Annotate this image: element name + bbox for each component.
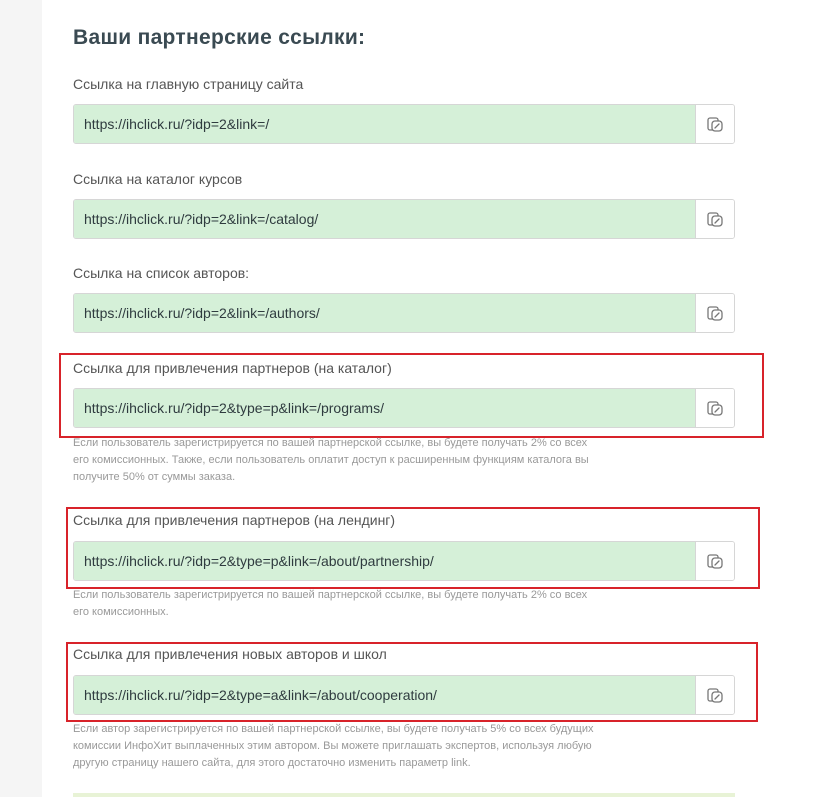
- url-input-authors[interactable]: https://ihclick.ru/?idp=2&link=/authors/: [74, 294, 696, 332]
- copy-button-authors[interactable]: [696, 294, 734, 332]
- url-input-partners-catalog[interactable]: https://ihclick.ru/?idp=2&type=p&link=/programs/: [74, 389, 696, 427]
- copy-button-partners-catalog[interactable]: [696, 389, 734, 427]
- hint-new-authors: [73, 721, 673, 772]
- url-field-authors: [73, 293, 735, 333]
- link-label-partners-landing: Ссылка для привлечения партнеров (на лендинг): [73, 512, 396, 528]
- url-input-catalog[interactable]: https://ihclick.ru/?idp=2&link=/catalog/: [74, 200, 696, 238]
- hint-line: получите 50% от суммы заказа.: [73, 471, 236, 483]
- page-title: Ваши партнерские ссылки:: [73, 26, 366, 49]
- copy-icon: [706, 115, 724, 133]
- hint-line: Если пользователь зарегистрируется по вашей партнерской ссылке, вы будете получать 2% со всех: [73, 589, 588, 601]
- left-margin: [0, 0, 42, 797]
- url-input-home[interactable]: https://ihclick.ru/?idp=2&link=/: [74, 105, 696, 143]
- link-label-authors: Ссылка на список авторов:: [73, 265, 250, 281]
- url-input-partners-landing[interactable]: https://ihclick.ru/?idp=2&type=p&link=/about/partnership/: [74, 542, 696, 580]
- copy-icon: [706, 399, 724, 417]
- url-input-new-authors[interactable]: https://ihclick.ru/?idp=2&type=a&link=/about/cooperation/: [74, 676, 696, 714]
- copy-icon: [706, 210, 724, 228]
- url-field-home: [73, 104, 735, 144]
- hint-line: комиссии ИнфоХит выплаченных этим автором. Вы можете приглашать экспертов, используя любую: [73, 740, 592, 752]
- copy-icon: [706, 686, 724, 704]
- copy-button-new-authors[interactable]: [696, 676, 734, 714]
- link-label-new-authors: Ссылка для привлечения новых авторов и школ: [73, 646, 387, 662]
- hint-partners-catalog: [73, 435, 673, 486]
- hint-line: Если пользователь зарегистрируется по вашей партнерской ссылке, вы будете получать 2% со всех: [73, 437, 588, 449]
- copy-button-home[interactable]: [696, 105, 734, 143]
- hint-line: его комиссионных.: [73, 606, 169, 618]
- url-field-catalog: [73, 199, 735, 239]
- url-field-partners-catalog: [73, 388, 735, 428]
- copy-icon: [706, 552, 724, 570]
- copy-button-partners-landing[interactable]: [696, 542, 734, 580]
- copy-icon: [706, 304, 724, 322]
- hint-line: Если автор зарегистрируется по вашей партнерской ссылке, вы будете получать 5% со всех будущих: [73, 723, 594, 735]
- url-field-partners-landing: [73, 541, 735, 581]
- copy-button-catalog[interactable]: [696, 200, 734, 238]
- hint-line: его комиссионных. Также, если пользователь оплатит доступ к расширенным функциям каталога вы: [73, 454, 589, 466]
- link-label-home: Ссылка на главную страницу сайта: [73, 76, 304, 92]
- hint-line: другую страницу нашего сайта, для этого достаточно изменить параметр link.: [73, 757, 471, 769]
- link-label-catalog: Ссылка на каталог курсов: [73, 171, 243, 187]
- url-field-new-authors: [73, 675, 735, 715]
- link-label-partners-catalog: Ссылка для привлечения партнеров (на каталог): [73, 360, 392, 376]
- next-section-edge: [73, 793, 735, 797]
- hint-partners-landing: [73, 587, 673, 621]
